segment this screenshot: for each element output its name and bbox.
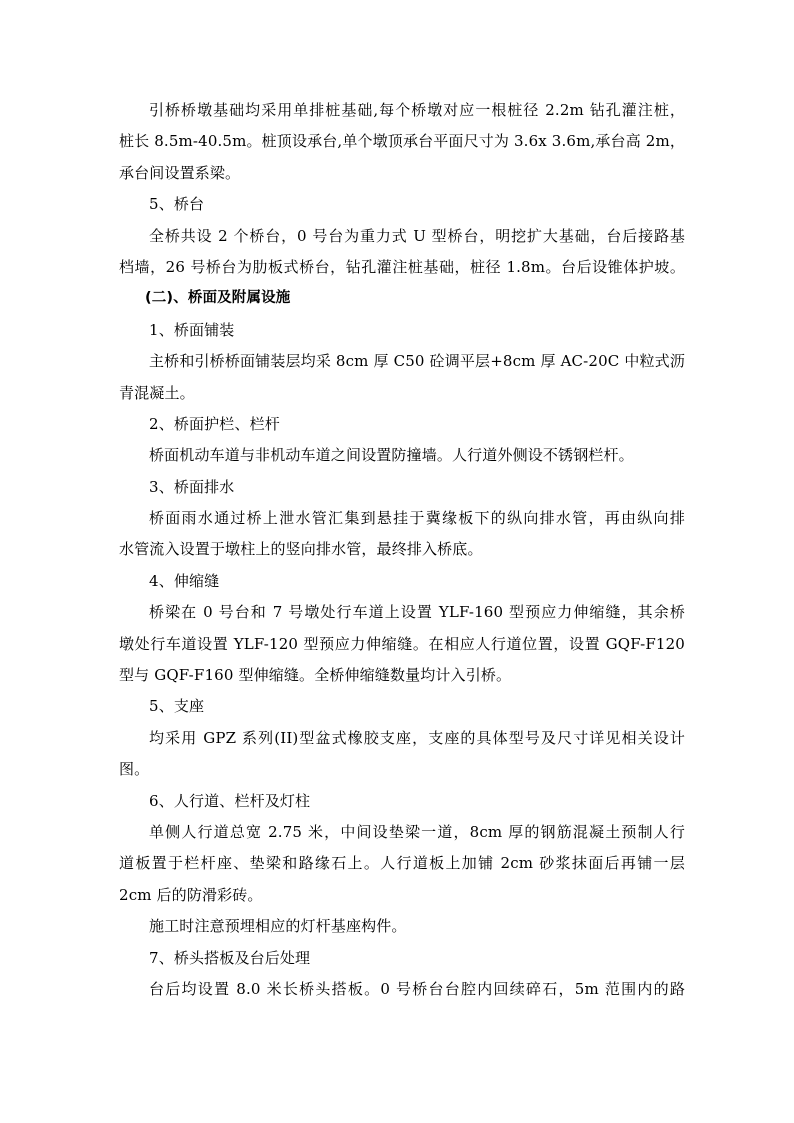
section-heading: 1、桥面铺装 bbox=[149, 320, 235, 339]
section-heading: 5、桥台 bbox=[149, 195, 205, 214]
text-line: 施工时注意预埋相应的灯杆基座构件。 bbox=[149, 917, 407, 936]
chapter-heading: (二)、桥面及附属设施 bbox=[145, 290, 291, 307]
text-line: 台后均设置 8.0 米长桥头搭板。0 号桥台台腔内回续碎石，5m 范围内的路 bbox=[149, 979, 685, 998]
document-body bbox=[119, 95, 685, 1005]
text-line: 青混凝土。 bbox=[119, 383, 195, 402]
text-line: 2cm 后的防滑彩砖。 bbox=[119, 885, 263, 904]
section-heading: 3、桥面排水 bbox=[149, 477, 235, 496]
section-heading: 2、桥面护栏、栏杆 bbox=[149, 414, 280, 433]
text-line: 主桥和引桥桥面铺装层均采 8cm 厚 C50 砼调平层+8cm 厚 AC-20C 中粒式沥 bbox=[149, 352, 685, 371]
text-line: 桥面雨水通过桥上泄水管汇集到悬挂于冀缘板下的纵向排水管，再由纵向排 bbox=[149, 509, 685, 528]
text-line: 均采用 GPZ 系列(II)型盆式橡胶支座，支座的具体型号及尺寸详见相关设计 bbox=[149, 728, 685, 747]
text-line: 桥面机动车道与非机动车道之间设置防撞墙。人行道外侧设不锈钢栏杆。 bbox=[149, 446, 634, 465]
text-line: 道板置于栏杆座、垫梁和路缘石上。人行道板上加铺 2cm 砂浆抹面后再铺一层 bbox=[119, 854, 685, 873]
text-line: 桥梁在 0 号台和 7 号墩处行车道上设置 YLF-160 型预应力伸缩缝，其余桥 bbox=[149, 603, 685, 622]
text-line: 水管流入设置于墩柱上的竖向排水管，最终排入桥底。 bbox=[119, 540, 483, 559]
text-line: 桩长 8.5m-40.5m。桩顶设承台,单个墩顶承台平面尺寸为 3.6x 3.6m,承台高 2m， bbox=[119, 132, 685, 151]
text-line: 墩处行车道设置 YLF-120 型预应力伸缩缝。在相应人行道位置，设置 GQF-F120 bbox=[119, 634, 685, 653]
text-line: 引桥桥墩基础均采用单排桩基础,每个桥墩对应一根桩径 2.2m 钻孔灌注桩， bbox=[149, 101, 685, 119]
section-heading: 4、伸缩缝 bbox=[149, 571, 220, 590]
text-line: 图。 bbox=[119, 760, 150, 779]
text-line: 单侧人行道总宽 2.75 米，中间设垫梁一道，8cm 厚的钢筋混凝土预制人行 bbox=[149, 822, 685, 841]
text-line: 档墙，26 号桥台为肋板式桥台，钻孔灌注桩基础，桩径 1.8m。台后设锥体护坡。 bbox=[119, 257, 685, 276]
text-line: 承台间设置系梁。 bbox=[119, 163, 241, 182]
section-heading: 7、桥头搭板及台后处理 bbox=[149, 948, 311, 967]
text-line: 型与 GQF-F160 型伸缩缝。全桥伸缩缝数量均计入引桥。 bbox=[119, 666, 512, 685]
section-heading: 5、支座 bbox=[149, 697, 205, 716]
text-line: 全桥共设 2 个桥台，0 号台为重力式 U 型桥台，明挖扩大基础，台后接路基 bbox=[149, 226, 685, 245]
section-heading: 6、人行道、栏杆及灯柱 bbox=[149, 791, 311, 810]
